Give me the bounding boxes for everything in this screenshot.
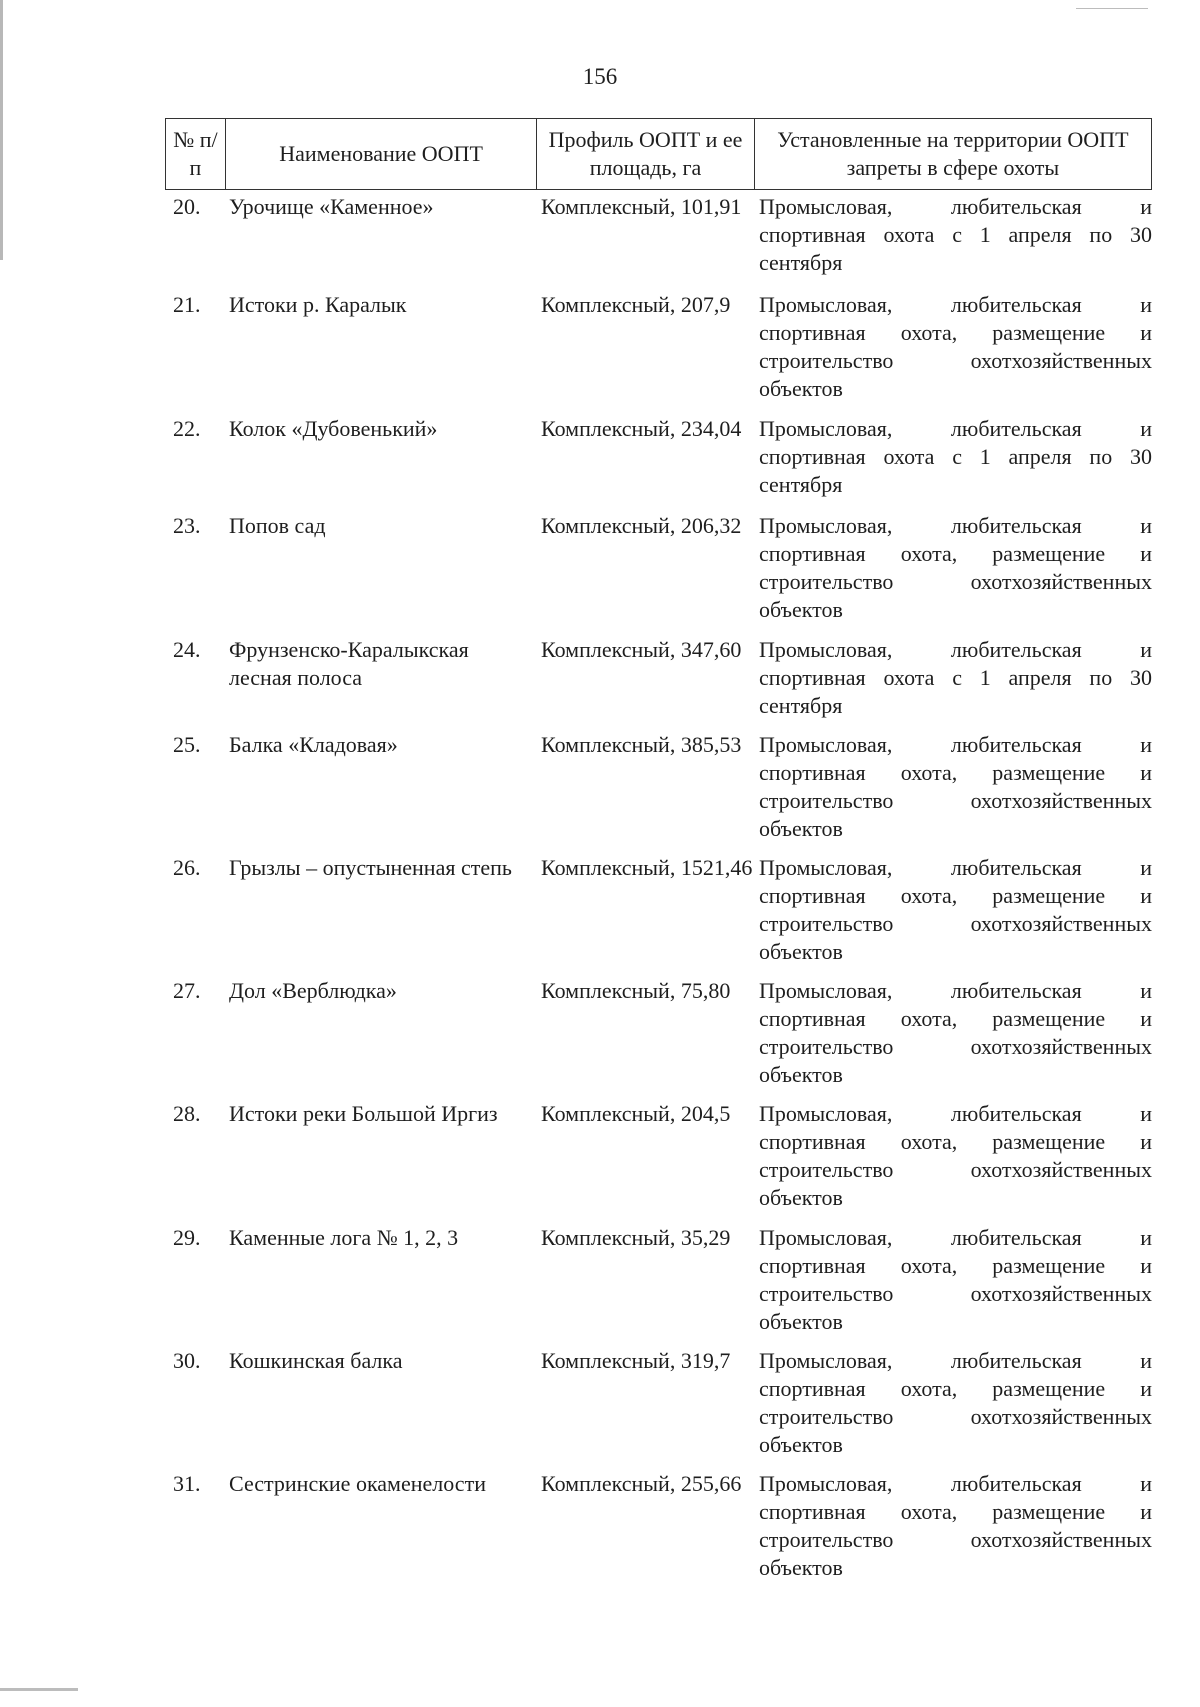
row-name: Колок «Дубовенький» <box>229 416 438 441</box>
row-hunting-ban: Промысловая, любительская и спортивная охота, размещение и строительство охотхозяйственных объектов <box>759 978 1152 1087</box>
table-row <box>165 291 1152 403</box>
row-profile: Комплексный, 319,7 <box>541 1348 731 1373</box>
row-name: Каменные лога № 1, 2, 3 <box>229 1225 459 1250</box>
table-row <box>165 512 1152 624</box>
scan-line-mark <box>1076 8 1148 9</box>
row-profile: Комплексный, 206,32 <box>541 513 742 538</box>
table-row <box>165 1470 1152 1582</box>
row-hunting-ban: Промысловая, любительская и спортивная охота, размещение и строительство охотхозяйственных объектов <box>759 1225 1152 1334</box>
row-name: Дол «Верблюдка» <box>229 978 397 1003</box>
row-name: Истоки реки Большой Иргиз <box>229 1101 498 1126</box>
row-profile: Комплексный, 207,9 <box>541 292 731 317</box>
header-profile: Профиль ООПТ и ее площадь, га <box>537 119 755 189</box>
row-name: Балка «Кладовая» <box>229 732 398 757</box>
row-hunting-ban: Промысловая, любительская и спортивная охота, размещение и строительство охотхозяйственных объектов <box>759 1348 1152 1457</box>
row-number: 22. <box>173 416 201 441</box>
row-hunting-ban: Промысловая, любительская и спортивная охота с 1 апреля по 30 сентября <box>759 416 1152 497</box>
row-profile: Комплексный, 101,91 <box>541 194 742 219</box>
header-name: Наименование ООПТ <box>226 119 537 189</box>
row-hunting-ban: Промысловая, любительская и спортивная охота, размещение и строительство охотхозяйственных объектов <box>759 1101 1152 1210</box>
row-name: Истоки р. Каралык <box>229 292 407 317</box>
table-header <box>165 118 1152 190</box>
row-hunting-ban: Промысловая, любительская и спортивная охота с 1 апреля по 30 сентября <box>759 194 1152 275</box>
row-hunting-ban: Промысловая, любительская и спортивная охота, размещение и строительство охотхозяйственных объектов <box>759 513 1152 622</box>
row-number: 31. <box>173 1471 201 1496</box>
scan-line-mark <box>0 1688 78 1691</box>
row-profile: Комплексный, 234,04 <box>541 416 742 441</box>
table-row <box>165 1100 1152 1212</box>
row-hunting-ban: Промысловая, любительская и спортивная охота, размещение и строительство охотхозяйственных объектов <box>759 1471 1152 1580</box>
page-number: 156 <box>582 64 618 89</box>
row-number: 27. <box>173 978 201 1003</box>
row-profile: Комплексный, 1521,46 <box>541 855 753 880</box>
row-hunting-ban: Промысловая, любительская и спортивная охота, размещение и строительство охотхозяйственных объектов <box>759 292 1152 401</box>
row-name: Фрунзенско-Каралыкская лесная полоса <box>229 637 469 690</box>
table-row <box>165 731 1152 843</box>
row-number: 23. <box>173 513 201 538</box>
row-hunting-ban: Промысловая, любительская и спортивная охота, размещение и строительство охотхозяйственных объектов <box>759 732 1152 841</box>
row-name: Грызлы – опустыненная степь <box>229 855 512 880</box>
row-number: 29. <box>173 1225 201 1250</box>
scan-edge-mark <box>0 0 3 260</box>
row-number: 24. <box>173 637 201 662</box>
row-name: Урочище «Каменное» <box>229 194 434 219</box>
row-profile: Комплексный, 35,29 <box>541 1225 731 1250</box>
row-number: 26. <box>173 855 201 880</box>
row-name: Кошкинская балка <box>229 1348 403 1373</box>
row-profile: Комплексный, 385,53 <box>541 732 742 757</box>
row-hunting-ban: Промысловая, любительская и спортивная охота с 1 апреля по 30 сентября <box>759 637 1152 718</box>
header-number: № п/п <box>166 119 226 189</box>
table-row <box>165 415 1152 499</box>
table-row <box>165 854 1152 966</box>
row-profile: Комплексный, 75,80 <box>541 978 731 1003</box>
row-number: 30. <box>173 1348 201 1373</box>
row-name: Попов сад <box>229 513 326 538</box>
row-profile: Комплексный, 204,5 <box>541 1101 731 1126</box>
table-row <box>165 977 1152 1089</box>
row-number: 28. <box>173 1101 201 1126</box>
row-number: 20. <box>173 194 201 219</box>
header-hunting-bans: Установленные на территории ООПТ запреты в сфере охоты <box>777 127 1129 180</box>
table-row <box>165 193 1152 277</box>
row-profile: Комплексный, 347,60 <box>541 637 742 662</box>
row-number: 25. <box>173 732 201 757</box>
table-row <box>165 636 1152 720</box>
table-row <box>165 1347 1152 1459</box>
row-name: Сестринские окаменелости <box>229 1471 486 1496</box>
table-row <box>165 1224 1152 1336</box>
row-profile: Комплексный, 255,66 <box>541 1471 742 1496</box>
row-number: 21. <box>173 292 201 317</box>
row-hunting-ban: Промысловая, любительская и спортивная охота, размещение и строительство охотхозяйственных объектов <box>759 855 1152 964</box>
